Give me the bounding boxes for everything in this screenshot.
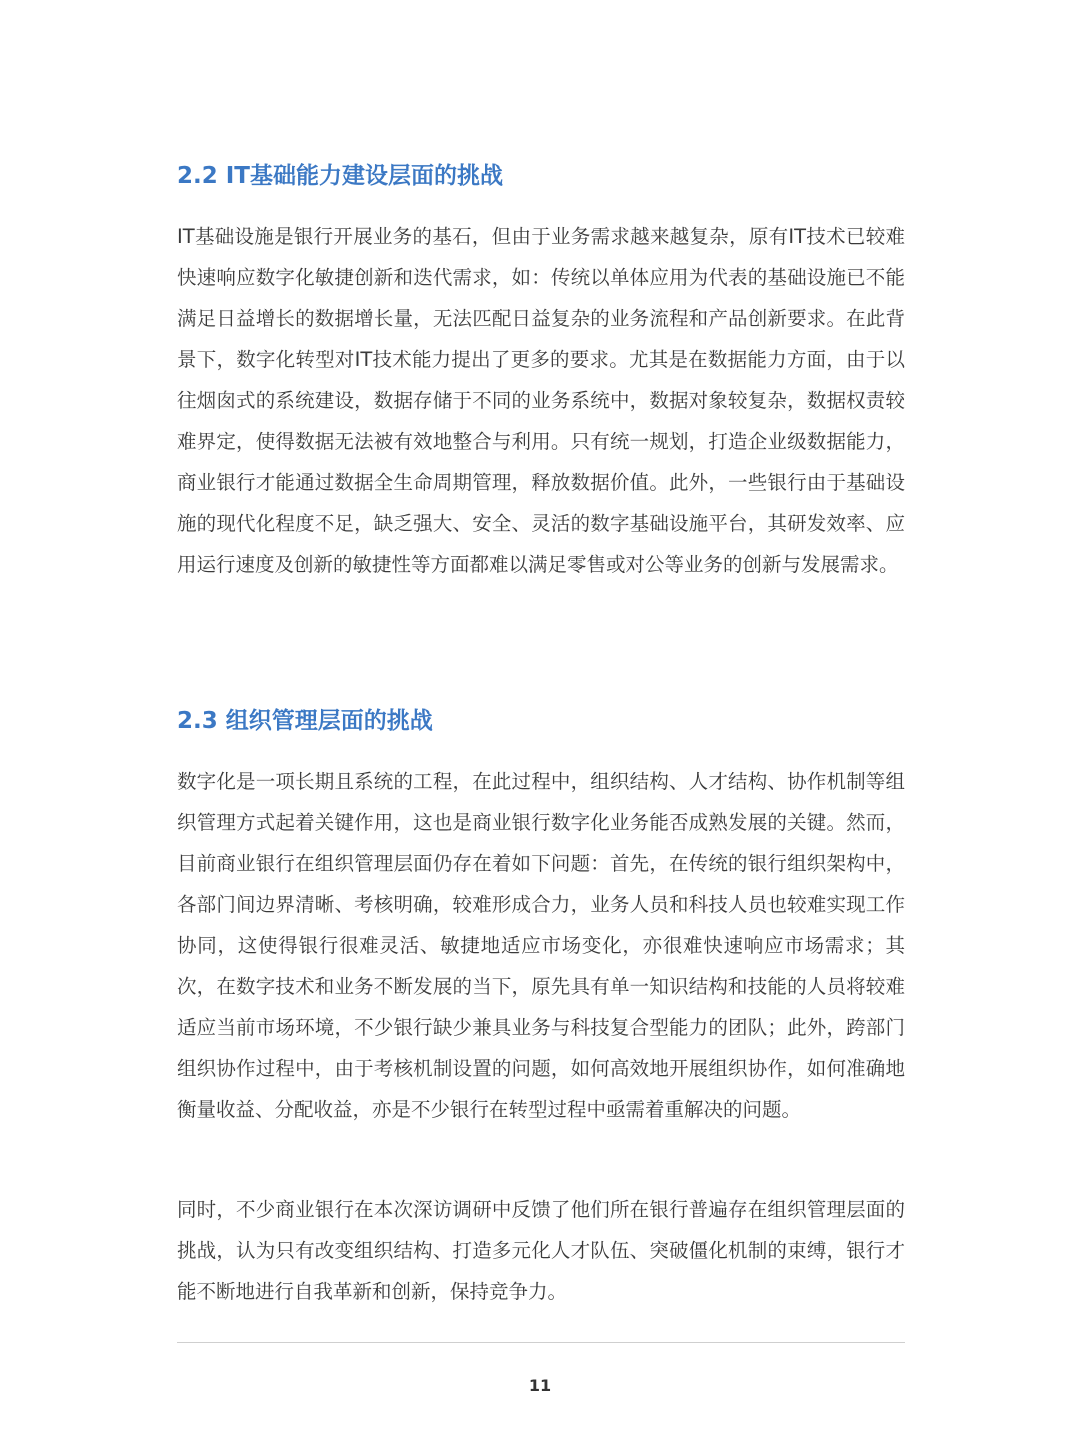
page-number: 11	[528, 1376, 552, 1395]
footer-divider	[177, 1342, 905, 1343]
section-heading-2-3: 2.3 组织管理层面的挑战	[177, 708, 433, 734]
section-2-2-paragraph: IT基础设施是银行开展业务的基石，但由于业务需求越来越复杂，原有IT技术已较难快速响应数字化敏捷创新和迭代需求，如：传统以单体应用为代表的基础设施已不能满足日益增长的数据增长量，无法匹配日益复杂的业务流程和产品创新要求。在此背景下，数字化转型对IT技术能力提出了更多的要求。尤其是在数据能力方面，由于以往烟囱式的系统建设，数据存储于不同的业务系统中，数据对象较复杂，数据权责较难界定，使得数据无法被有效地整合与利用。只有统一规划，打造企业级数据能力，商业银行才能通过数据全生命周期管理，释放数据价值。此外，一些银行由于基础设施的现代化程度不足，缺乏强大、安全、灵活的数字基础设施平台，其研发效率、应用运行速度及创新的敏捷性等方面都难以满足零售或对公等业务的创新与发展需求。	[177, 225, 905, 576]
section-2-3-paragraph-1: 数字化是一项长期且系统的工程，在此过程中，组织结构、人才结构、协作机制等组织管理方式起着关键作用，这也是商业银行数字化业务能否成熟发展的关键。然而，目前商业银行在组织管理层面仍存在着如下问题：首先，在传统的银行组织架构中，各部门间边界清晰、考核明确，较难形成合力，业务人员和科技人员也较难实现工作协同，这使得银行很难灵活、敏捷地适应市场变化，亦很难快速响应市场需求；其次，在数字技术和业务不断发展的当下，原先具有单一知识结构和技能的人员将较难适应当前市场环境，不少银行缺少兼具业务与科技复合型能力的团队；此外，跨部门组织协作过程中，由于考核机制设置的问题，如何高效地开展组织协作，如何准确地衡量收益、分配收益，亦是不少银行在转型过程中亟需着重解决的问题。	[177, 770, 905, 1121]
section-2-3-paragraph-2: 同时，不少商业银行在本次深访调研中反馈了他们所在银行普遍存在组织管理层面的挑战，认为只有改变组织结构、打造多元化人才队伍、突破僵化机制的束缚，银行才能不断地进行自我革新和创新，保持竞争力。	[177, 1198, 905, 1303]
section-heading-2-2: 2.2 IT基础能力建设层面的挑战	[177, 163, 503, 189]
